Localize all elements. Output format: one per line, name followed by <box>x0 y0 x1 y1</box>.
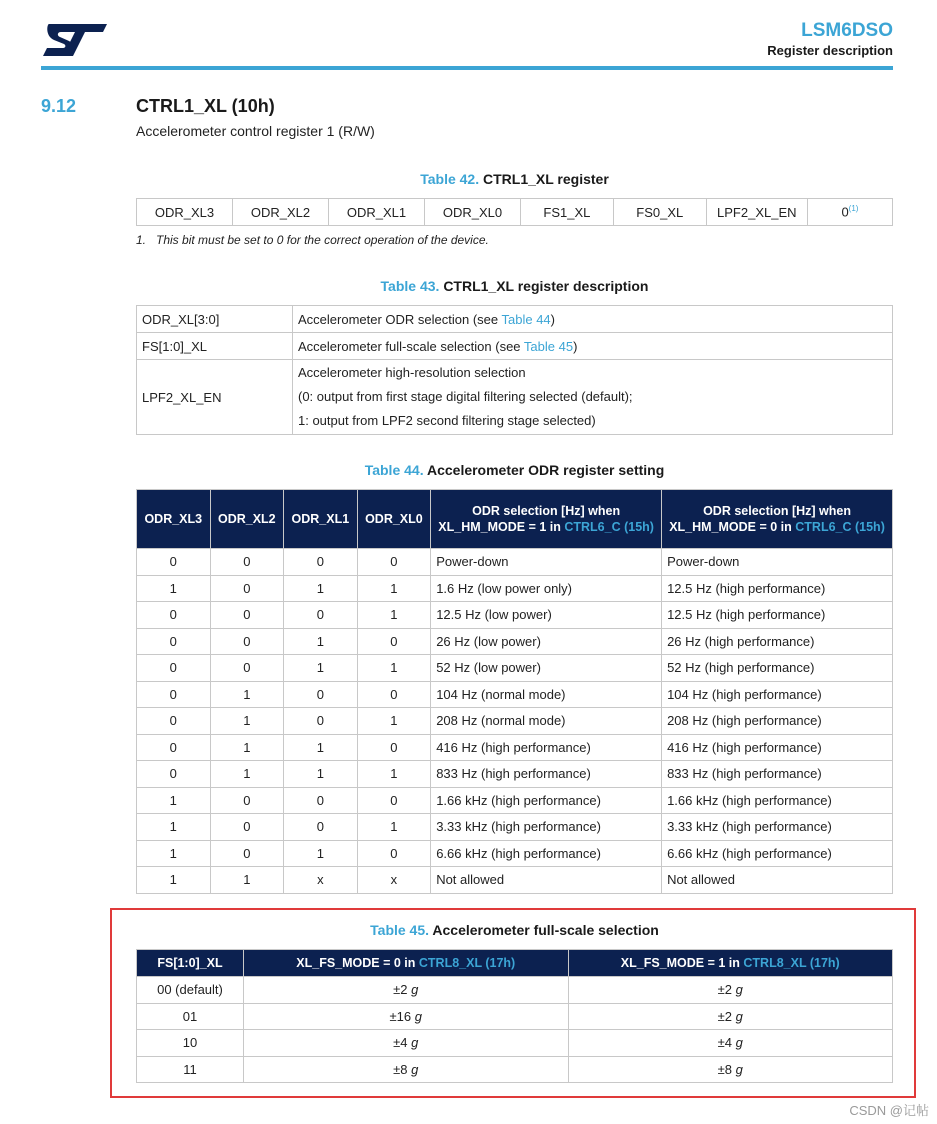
table43-caption <box>136 278 893 294</box>
table42-cell-last <box>807 199 892 226</box>
table-cell: 0 <box>284 681 358 708</box>
desc-line: Accelerometer high-resolution selection <box>298 365 526 380</box>
table-cell: 0 <box>210 814 284 841</box>
table-cell <box>244 1056 569 1083</box>
cell-value: ±16 <box>389 1008 412 1024</box>
cell-value: 00 (default) <box>157 982 223 998</box>
table-row <box>137 1003 893 1030</box>
table-cell: 0 <box>137 602 211 629</box>
table-cell: 0 <box>357 734 431 761</box>
table-row <box>137 1030 893 1057</box>
table-cell: 0 <box>357 840 431 867</box>
table-cell: 0 <box>284 602 358 629</box>
table42-cell: ODR_XL2 <box>233 199 329 226</box>
table44-caption-text: Accelerometer ODR register setting <box>426 462 665 478</box>
ctrl6c-link[interactable]: CTRL6_C (15h) <box>564 520 654 534</box>
desc-text: Accelerometer full-scale selection (see <box>298 338 524 354</box>
section-title: CTRL1_XL (10h) <box>136 96 275 116</box>
table-row <box>137 787 893 814</box>
cell-value: 01 <box>182 1008 198 1024</box>
table-cell: 3.33 kHz (high performance) <box>431 814 662 841</box>
table-cell <box>244 1030 569 1057</box>
table-cell: 1 <box>357 814 431 841</box>
column-header <box>431 490 662 549</box>
table-cell: 1 <box>284 840 358 867</box>
section-subtitle: Accelerometer control register 1 (R/W) <box>136 123 375 139</box>
header-rule <box>41 66 893 70</box>
table42-caption-text: CTRL1_XL register <box>483 171 609 187</box>
table-row <box>137 628 893 655</box>
table45-body <box>137 977 893 1083</box>
field-description <box>293 333 893 360</box>
column-header: ODR_XL2 <box>210 490 284 549</box>
table45 <box>136 949 893 1083</box>
column-header <box>662 490 893 549</box>
table-cell <box>568 1003 893 1030</box>
table-cell: 0 <box>210 628 284 655</box>
table-cell: 26 Hz (high performance) <box>662 628 893 655</box>
table-cell: Power-down <box>662 549 893 576</box>
cell-value: ±4 <box>393 1035 408 1051</box>
table-cell <box>244 1003 569 1030</box>
table-cell: 0 <box>284 814 358 841</box>
desc-line: (0: output from first stage digital filtering selected (default); <box>298 389 633 404</box>
table42-row <box>137 199 893 226</box>
table-cell: 1 <box>284 628 358 655</box>
table-cell: 1 <box>210 761 284 788</box>
table-row <box>137 655 893 682</box>
field-name: ODR_XL[3:0] <box>137 306 293 333</box>
column-header: FS[1:0]_XL <box>137 950 244 977</box>
cell-value: 11 <box>183 1061 197 1077</box>
table-cell: 104 Hz (high performance) <box>662 681 893 708</box>
table-cell: 1 <box>210 708 284 735</box>
field-description <box>293 306 893 333</box>
column-header <box>568 950 893 977</box>
footnote-ref-link[interactable]: (1) <box>848 204 859 214</box>
table-cell: Not allowed <box>431 867 662 894</box>
ctrl8xl-link[interactable]: CTRL8_XL (17h) <box>743 956 840 970</box>
table-cell: 416 Hz (high performance) <box>431 734 662 761</box>
field-name: FS[1:0]_XL <box>137 333 293 360</box>
unit-text: g <box>735 1035 743 1051</box>
table44-link[interactable]: Table 44 <box>501 311 551 327</box>
table-cell: 6.66 kHz (high performance) <box>431 840 662 867</box>
table-header-row <box>137 490 893 549</box>
table-cell: 0 <box>284 708 358 735</box>
table-cell: 52 Hz (high performance) <box>662 655 893 682</box>
table-cell: 0 <box>210 655 284 682</box>
table-row <box>137 681 893 708</box>
table-cell: 0 <box>210 575 284 602</box>
table-cell: 1 <box>357 761 431 788</box>
table44-body <box>137 549 893 894</box>
watermark: CSDN @记帖 <box>849 1103 929 1118</box>
table-cell: 208 Hz (normal mode) <box>431 708 662 735</box>
table-cell: 416 Hz (high performance) <box>662 734 893 761</box>
table-row <box>137 1056 893 1083</box>
table-cell: 3.33 kHz (high performance) <box>662 814 893 841</box>
table-cell: 0 <box>357 787 431 814</box>
table-cell: 833 Hz (high performance) <box>662 761 893 788</box>
desc-text: Accelerometer ODR selection (see <box>298 311 502 327</box>
table42-cell: ODR_XL0 <box>425 199 521 226</box>
table44-caption-number: Table 44. <box>364 462 424 478</box>
cell-value: ±2 <box>393 982 408 998</box>
table-cell: 12.5 Hz (low power) <box>431 602 662 629</box>
table-cell: x <box>284 867 358 894</box>
cell-value: ±8 <box>717 1061 732 1077</box>
unit-text: g <box>411 982 419 998</box>
table-cell: 52 Hz (low power) <box>431 655 662 682</box>
ctrl6c-link[interactable]: CTRL6_C (15h) <box>795 520 885 534</box>
table-cell: 0 <box>284 549 358 576</box>
table-row <box>137 333 893 360</box>
cell-value: ±2 <box>717 982 732 998</box>
table42-footnote: 1. This bit must be set to 0 for the correct operation of the device. <box>136 233 489 247</box>
table-cell: 12.5 Hz (high performance) <box>662 575 893 602</box>
table-cell: 1 <box>284 655 358 682</box>
table43-caption-text: CTRL1_XL register description <box>443 278 649 294</box>
table-cell: 1 <box>137 814 211 841</box>
unit-text: g <box>735 1008 743 1024</box>
table-header-row <box>137 950 893 977</box>
table43 <box>136 305 893 435</box>
doc-title: LSM6DSO <box>801 20 893 41</box>
table-cell: 1 <box>137 867 211 894</box>
ctrl8xl-link[interactable]: CTRL8_XL (17h) <box>418 956 516 970</box>
table42 <box>136 198 893 226</box>
desc-line: 1: output from LPF2 second filtering stage selected) <box>298 413 596 428</box>
table-cell: 12.5 Hz (high performance) <box>662 602 893 629</box>
table-cell <box>568 1056 893 1083</box>
table-row <box>137 306 893 333</box>
table42-cell-value: 0 <box>841 204 849 220</box>
table-cell <box>568 1030 893 1057</box>
table-cell: 1 <box>284 761 358 788</box>
table-cell: 6.66 kHz (high performance) <box>662 840 893 867</box>
table-cell: 104 Hz (normal mode) <box>431 681 662 708</box>
unit-text: g <box>735 982 743 998</box>
table-cell: x <box>357 867 431 894</box>
table44 <box>136 489 893 894</box>
unit-text: g <box>411 1035 419 1051</box>
table42-cell: FS1_XL <box>521 199 614 226</box>
field-name: LPF2_XL_EN <box>137 360 293 435</box>
table-cell <box>137 977 244 1004</box>
table-row <box>137 840 893 867</box>
table42-caption-number: Table 42. <box>420 171 480 187</box>
table-cell: 1 <box>357 655 431 682</box>
header-text: XL_FS_MODE = 1 in <box>620 956 744 970</box>
table42-cell: FS0_XL <box>613 199 706 226</box>
column-header: ODR_XL3 <box>137 490 211 549</box>
table-cell: 1 <box>210 867 284 894</box>
table-cell: 1 <box>357 602 431 629</box>
table-cell: 833 Hz (high performance) <box>431 761 662 788</box>
table-cell: 1 <box>137 840 211 867</box>
cell-value: ±4 <box>717 1035 732 1051</box>
unit-text: g <box>735 1061 743 1077</box>
table-cell: 1 <box>210 734 284 761</box>
table-cell: 1.66 kHz (high performance) <box>662 787 893 814</box>
table-cell <box>137 1003 244 1030</box>
table-row <box>137 602 893 629</box>
table-row <box>137 734 893 761</box>
cell-value: ±8 <box>393 1061 408 1077</box>
table-row <box>137 575 893 602</box>
field-description <box>293 360 893 435</box>
st-logo-icon <box>41 20 111 60</box>
table-cell: 0 <box>137 655 211 682</box>
doc-subtitle: Register description <box>767 43 893 58</box>
table-row <box>137 977 893 1004</box>
cell-value: ±2 <box>717 1008 732 1024</box>
column-header: ODR_XL0 <box>357 490 431 549</box>
header-text: XL_FS_MODE = 0 in <box>296 956 419 970</box>
table-row <box>137 761 893 788</box>
cell-value: 10 <box>182 1035 198 1051</box>
table-cell: 0 <box>137 681 211 708</box>
table-cell: 1 <box>137 787 211 814</box>
unit-text: g <box>411 1061 419 1077</box>
table-cell: 1 <box>284 734 358 761</box>
table-cell: 208 Hz (high performance) <box>662 708 893 735</box>
table-cell <box>137 1056 244 1083</box>
table-cell: Not allowed <box>662 867 893 894</box>
table-cell: 0 <box>137 761 211 788</box>
table-cell: Power-down <box>431 549 662 576</box>
table-cell: 1 <box>357 575 431 602</box>
table-cell: 1 <box>357 708 431 735</box>
header-text: ODR selection [Hz] when XL_HM_MODE = 0 in <box>669 504 851 534</box>
table-row <box>137 360 893 435</box>
table-cell: 0 <box>137 734 211 761</box>
table-cell: 0 <box>357 549 431 576</box>
desc-text: ) <box>550 311 556 327</box>
table-cell: 26 Hz (low power) <box>431 628 662 655</box>
table-row <box>137 549 893 576</box>
table-cell: 0 <box>137 628 211 655</box>
table45-link[interactable]: Table 45 <box>523 338 574 354</box>
table-cell: 1 <box>284 575 358 602</box>
column-header <box>244 950 569 977</box>
table45-caption <box>136 922 893 938</box>
table45-caption-text: Accelerometer full-scale selection <box>432 922 659 938</box>
table-cell: 0 <box>210 602 284 629</box>
table-cell: 0 <box>357 681 431 708</box>
table44-caption <box>136 462 893 478</box>
table-cell: 1 <box>137 575 211 602</box>
table-cell: 0 <box>210 549 284 576</box>
table-cell <box>568 977 893 1004</box>
table42-cell: ODR_XL1 <box>329 199 425 226</box>
column-header: ODR_XL1 <box>284 490 358 549</box>
table-cell: 0 <box>357 628 431 655</box>
table-cell: 1 <box>210 681 284 708</box>
table-cell: 0 <box>137 549 211 576</box>
section-number: 9.12 <box>41 96 77 116</box>
table-row <box>137 708 893 735</box>
desc-text: ) <box>573 338 578 354</box>
table-cell: 0 <box>210 787 284 814</box>
table42-cell: ODR_XL3 <box>137 199 233 226</box>
table-row <box>137 867 893 894</box>
table-cell: 1.6 Hz (low power only) <box>431 575 662 602</box>
table-cell <box>137 1030 244 1057</box>
table42-cell: LPF2_XL_EN <box>706 199 807 226</box>
table-cell: 0 <box>137 708 211 735</box>
table-cell <box>244 977 569 1004</box>
table42-caption <box>136 171 893 187</box>
header-text: ODR selection [Hz] when XL_HM_MODE = 1 in <box>438 504 621 534</box>
table43-caption-number: Table 43. <box>380 278 440 294</box>
table45-caption-number: Table 45. <box>370 922 430 938</box>
table-cell: 1.66 kHz (high performance) <box>431 787 662 814</box>
table-row <box>137 814 893 841</box>
table-cell: 0 <box>284 787 358 814</box>
unit-text: g <box>414 1008 422 1024</box>
table-cell: 0 <box>210 840 284 867</box>
